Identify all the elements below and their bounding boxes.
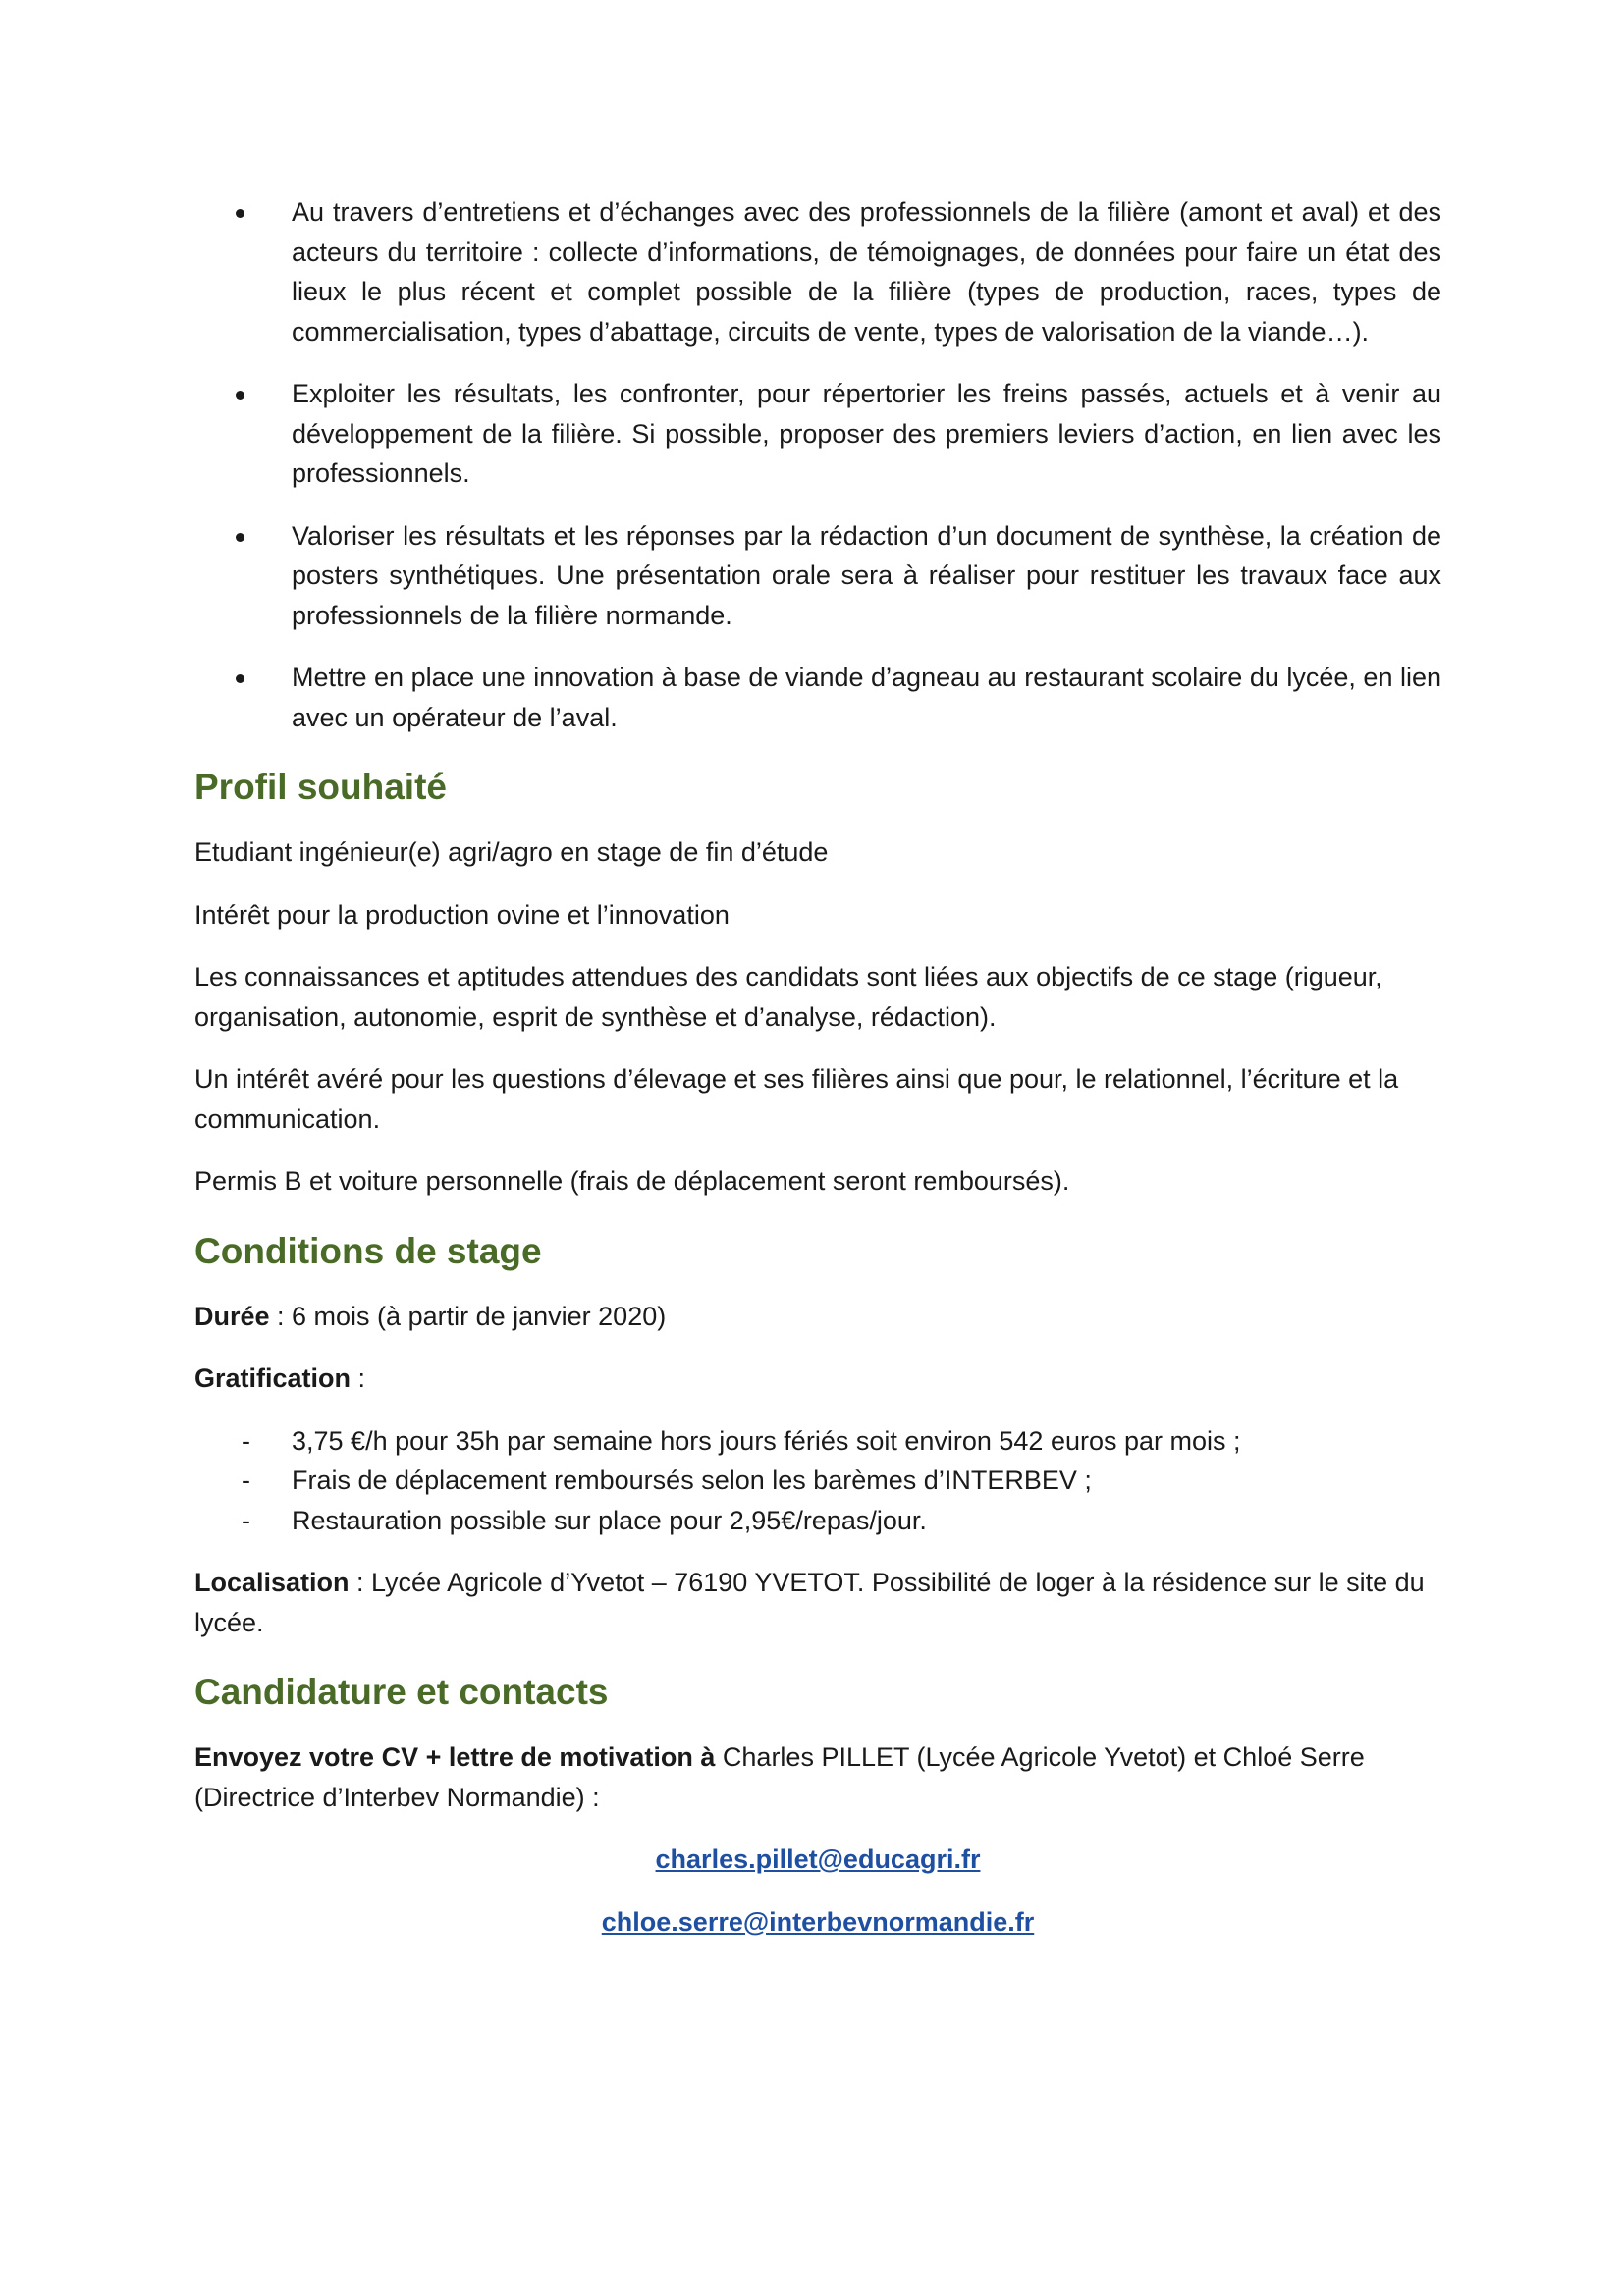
email-link-charles[interactable]: charles.pillet@educagri.fr [655,1844,981,1874]
email-links [194,1840,1441,1942]
duree-text: : 6 mois (à partir de janvier 2020) [269,1301,667,1331]
duree-label: Durée [194,1301,270,1331]
bullet-icon [236,533,244,542]
gratification-text: : [351,1363,366,1393]
list-item-text: Au travers d’entretiens et d’échanges avec des professionnels de la filière (amont et aval) et des acteurs du territoire : collecte d’informations, de témoignages, de données pour faire un état des lieux le plus récent et complet possible de la filière (types de production, races, types de commercialisation, types d’abattage, circuits de vente, types de valorisation de la viande…). [292,197,1441,347]
list-item-text: 3,75 €/h pour 35h par semaine hors jours fériés soit environ 542 euros par mois ; [292,1425,1241,1456]
profil-paragraph: Les connaissances et aptitudes attendues des candidats sont liées aux objectifs de ce stage (rigueur, organisation, autonomie, esprit de synthèse et d’analyse, rédaction). [194,962,1382,1032]
localisation-line [194,1563,1441,1642]
email-line [194,1840,1441,1880]
list-item-text: Valoriser les résultats et les réponses par la rédaction d’un document de synthèse, la création de posters synthétiques. Une présentation orale sera à réaliser pour restituer les travaux face aux professionnels de la filière normande. [292,520,1441,630]
dash-icon: - [242,1466,250,1495]
heading-candidature: Candidature et contacts [194,1672,609,1712]
list-item [194,1461,1441,1501]
candidature-intro-bold: Envoyez votre CV + lettre de motivation à [194,1742,716,1772]
heading-profil: Profil souhaité [194,767,447,807]
email-link-chloe[interactable]: chloe.serre@interbevnormandie.fr [601,1906,1035,1937]
bullet-icon [236,674,244,683]
profil-paragraph: Etudiant ingénieur(e) agri/agro en stage de fin d’étude [194,837,829,867]
profil-paragraph: Un intérêt avéré pour les questions d’élevage et ses filières ainsi que pour, le relationnel, l’écriture et la communication. [194,1064,1399,1134]
list-item-text: Restauration possible sur place pour 2,95€/repas/jour. [292,1505,927,1535]
gratification-list [194,1421,1441,1541]
email-line [194,1902,1441,1943]
bullet-icon [236,209,244,218]
dash-icon: - [242,1505,250,1535]
heading-conditions: Conditions de stage [194,1230,542,1271]
localisation-text: : Lycée Agricole d’Yvetot – 76190 YVETOT. Possibilité de loger à la résidence sur le site du lycée. [194,1568,1425,1637]
objectives-list [194,192,1441,737]
profil-paragraph: Permis B et voiture personnelle (frais de déplacement seront remboursés). [194,1166,1070,1196]
list-item-text: Exploiter les résultats, les confronter, pour répertorier les freins passés, actuels et à venir au développement de la filière. Si possible, proposer des premiers leviers d’action, en lien avec les professionnels. [292,379,1441,488]
bullet-icon [236,391,244,400]
gratification-line [194,1359,1441,1399]
list-item [194,192,1441,351]
document-page [194,192,1441,1964]
list-item [194,374,1441,494]
profil-paragraph: Intérêt pour la production ovine et l’innovation [194,899,730,930]
list-item-text: Frais de déplacement remboursés selon les barèmes d’INTERBEV ; [292,1466,1092,1495]
list-item [194,516,1441,636]
dash-icon: - [242,1425,250,1456]
candidature-intro-text: Charles PILLET (Lycée Agricole Yvetot) et Chloé Serre (Directrice d’Interbev Normandie) : [194,1742,1365,1812]
list-item [194,1501,1441,1541]
localisation-label: Localisation [194,1568,350,1597]
gratification-label: Gratification [194,1363,352,1393]
candidature-intro [194,1737,1441,1817]
list-item-text: Mettre en place une innovation à base de viande d’agneau au restaurant scolaire du lycée, en lien avec un opérateur de l’aval. [292,663,1441,732]
list-item [194,1421,1441,1462]
duree-line [194,1297,1441,1337]
list-item [194,658,1441,737]
